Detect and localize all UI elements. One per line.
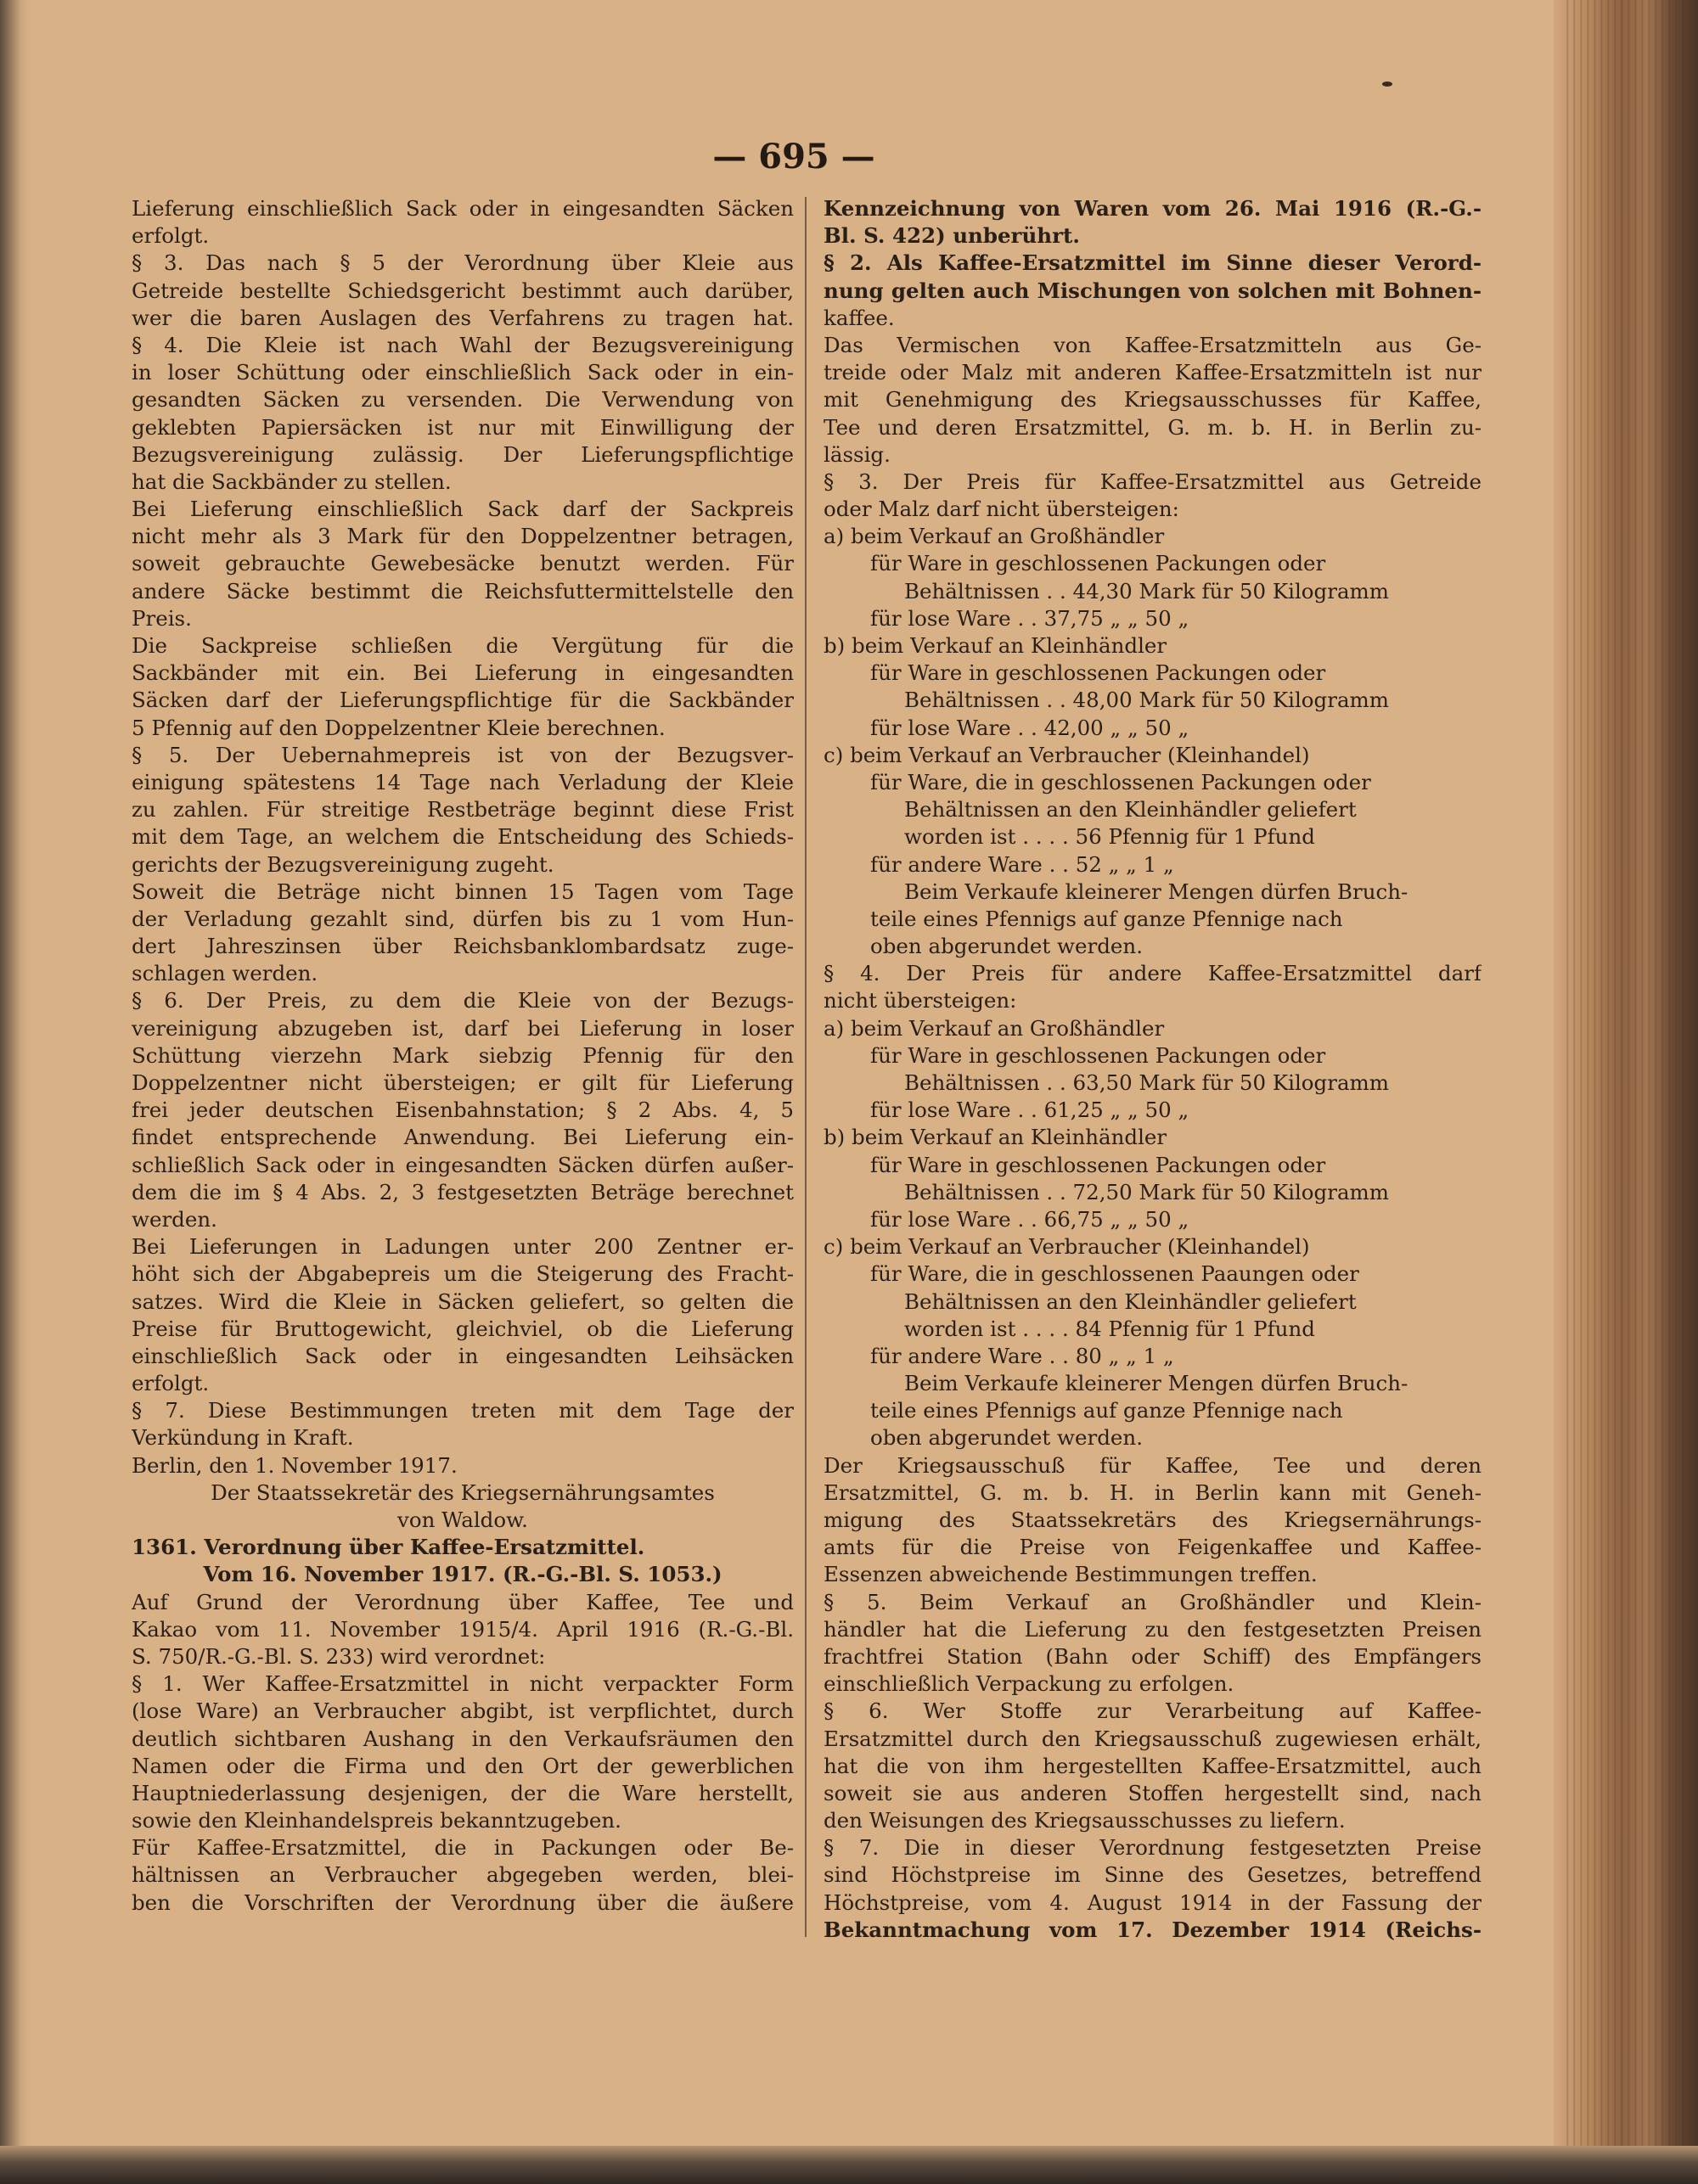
text-line: § 5. Der Uebernahmepreis ist von der Bezugsver- — [132, 742, 794, 767]
text-line: teile eines Pfennigs auf ganze Pfennige nach — [870, 906, 1343, 931]
text-line: Die Sackpreise schließen die Vergütung für die — [132, 633, 794, 658]
text-line: Säcken darf der Lieferungspflichtige für die Sackbänder — [132, 688, 794, 713]
text-line: frei jeder deutschen Eisenbahnstation; § 2 Abs. 4, 5 — [132, 1098, 794, 1123]
text-line: Behältnissen an den Kleinhändler geliefert — [904, 1289, 1357, 1314]
text-line: für Ware in geschlossenen Packungen oder — [870, 1152, 1326, 1177]
text-line: Das Vermischen von Kaffee-Ersatzmitteln aus Ge- — [824, 332, 1482, 357]
text-line: Doppelzentner nicht übersteigen; er gilt für Lieferung — [132, 1070, 794, 1095]
text-line: hat die von ihm hergestellten Kaffee-Ersatzmittel, auch — [824, 1753, 1482, 1778]
text-line: Beim Verkaufe kleinerer Mengen dürfen Bruch- — [904, 879, 1408, 904]
text-line: Preis. — [132, 605, 192, 631]
text-line: nicht übersteigen: — [824, 988, 1017, 1013]
text-line: sowie den Kleinhandelspreis bekanntzugeben. — [132, 1808, 621, 1833]
text-line: den Weisungen des Kriegsausschusses zu liefern. — [824, 1808, 1346, 1833]
text-line: Preise für Bruttogewicht, gleichviel, ob die Lieferung — [132, 1316, 794, 1341]
text-line: c) beim Verkauf an Verbraucher (Kleinhandel) — [824, 742, 1310, 767]
text-line: Namen oder die Firma und den Ort der gewerblichen — [132, 1753, 794, 1778]
text-line: für Ware in geschlossenen Packungen oder — [870, 660, 1326, 686]
page-number: — 695 — — [712, 137, 875, 177]
text-line: treide oder Malz mit anderen Kaffee-Ersatzmitteln ist nur — [824, 360, 1482, 385]
text-line: erfolgt. — [132, 223, 210, 249]
text-line: Vom 16. November 1917. (R.-G.-Bl. S. 1053.) — [203, 1562, 722, 1587]
text-line: satzes. Wird die Kleie in Säcken geliefert, so gelten die — [132, 1289, 794, 1314]
text-line: werden. — [132, 1206, 217, 1232]
text-line: mit Genehmigung des Kriegsausschusses für Kaffee, — [824, 387, 1482, 413]
text-line: in loser Schüttung oder einschließlich Sack oder in ein- — [132, 360, 794, 385]
page-bottom-edge — [0, 2146, 1698, 2184]
text-line: b) beim Verkauf an Kleinhändler — [824, 633, 1167, 658]
text-line: für lose Ware . . 61,25 „ „ 50 „ — [870, 1098, 1189, 1123]
text-line: für lose Ware . . 66,75 „ „ 50 „ — [870, 1206, 1189, 1232]
text-line: zu zahlen. Für streitige Restbeträge beginnt diese Frist — [132, 797, 794, 823]
text-line: (lose Ware) an Verbraucher abgibt, ist verpflichtet, durch — [132, 1698, 794, 1724]
text-line: Lieferung einschließlich Sack oder in eingesandten Säcken — [132, 196, 794, 221]
text-line: dem die im § 4 Abs. 2, 3 festgesetzten Beträge berechnet — [132, 1179, 794, 1204]
text-line: § 7. Die in dieser Verordnung festgesetzten Preise — [824, 1835, 1482, 1861]
text-line: Behältnissen an den Kleinhändler geliefert — [904, 797, 1357, 823]
text-line: Behältnissen . . 72,50 Mark für 50 Kilogramm — [904, 1179, 1390, 1204]
text-line: ben die Vorschriften der Verordnung über die äußere — [132, 1889, 794, 1915]
text-line: einschließlich Verpackung zu erfolgen. — [824, 1671, 1234, 1697]
text-line: hältnissen an Verbraucher abgegeben werden, blei- — [132, 1862, 794, 1888]
ink-speck — [1382, 81, 1392, 87]
text-line: Der Staatssekretär des Kriegsernährungsamtes — [211, 1479, 715, 1505]
text-line: § 6. Der Preis, zu dem die Kleie von der Bezugs- — [132, 988, 794, 1013]
text-line: oben abgerundet werden. — [870, 934, 1143, 959]
text-line: soweit sie aus anderen Stoffen hergestellt sind, nach — [824, 1780, 1482, 1805]
text-line: für andere Ware . . 80 „ „ 1 „ — [870, 1343, 1174, 1368]
text-line: einschließlich Sack oder in eingesandten Leihsäcken — [132, 1343, 794, 1368]
text-line: Kennzeichnung von Waren vom 26. Mai 1916 (R.-G.- — [824, 196, 1482, 221]
text-line: für lose Ware . . 37,75 „ „ 50 „ — [870, 605, 1189, 631]
text-line: sind Höchstpreise im Sinne des Gesetzes, betreffend — [824, 1862, 1482, 1888]
text-line: § 5. Beim Verkauf an Großhändler und Klein- — [824, 1589, 1482, 1614]
text-line: erfolgt. — [132, 1371, 210, 1396]
text-line: für Ware in geschlossenen Packungen oder — [870, 1042, 1326, 1068]
text-line: Höchstpreise, vom 4. August 1914 in der Fassung der — [824, 1889, 1482, 1915]
text-line: Bei Lieferungen in Ladungen unter 200 Zentner er- — [132, 1234, 794, 1260]
text-line: Auf Grund der Verordnung über Kaffee, Tee und — [132, 1589, 794, 1614]
text-line: Verkündung in Kraft. — [132, 1425, 354, 1451]
text-line: § 3. Das nach § 5 der Verordnung über Kleie aus — [132, 250, 794, 276]
text-line: soweit gebrauchte Gewebesäcke benutzt werden. Für — [132, 551, 794, 576]
text-line: worden ist . . . . 84 Pfennig für 1 Pfund — [904, 1316, 1315, 1341]
text-line: § 7. Diese Bestimmungen treten mit dem Tage der — [132, 1398, 794, 1423]
text-line: dert Jahreszinsen über Reichsbanklombardsatz zuge- — [132, 934, 794, 959]
text-line: Ersatzmittel, G. m. b. H. in Berlin kann mit Geneh- — [824, 1479, 1482, 1505]
text-line: 5 Pfennig auf den Doppelzentner Kleie berechnen. — [132, 715, 666, 740]
text-line: von Waldow. — [397, 1507, 528, 1532]
text-line: händler hat die Lieferung zu den festgesetzten Preisen — [824, 1616, 1482, 1642]
text-line: migung des Staatssekretärs des Kriegsernährungs- — [824, 1507, 1482, 1532]
text-line: einigung spätestens 14 Tage nach Verladung der Kleie — [132, 769, 794, 794]
text-line: hat die Sackbänder zu stellen. — [132, 469, 452, 494]
text-line: nung gelten auch Mischungen von solchen mit Bohnen- — [824, 278, 1482, 303]
text-line: schlagen werden. — [132, 961, 318, 986]
text-line: Tee und deren Ersatzmittel, G. m. b. H. in Berlin zu- — [824, 414, 1482, 440]
text-line: Hauptniederlassung desjenigen, der die Ware herstellt, — [132, 1780, 794, 1805]
text-line: Kakao vom 11. November 1915/4. April 1916 (R.-G.-Bl. — [132, 1616, 794, 1642]
text-line: oben abgerundet werden. — [870, 1425, 1143, 1451]
text-line: teile eines Pfennigs auf ganze Pfennige nach — [870, 1398, 1343, 1423]
text-line: deutlich sichtbaren Aushang in den Verkaufsräumen den — [132, 1726, 794, 1751]
text-line: Berlin, den 1. November 1917. — [132, 1452, 458, 1478]
text-line: geklebten Papiersäcken ist nur mit Einwilligung der — [132, 414, 794, 440]
text-line: Für Kaffee-Ersatzmittel, die in Packungen oder Be- — [132, 1835, 794, 1861]
text-line: Bezugsvereinigung zulässig. Der Lieferungspflichtige — [132, 441, 794, 467]
text-line: S. 750/R.-G.-Bl. S. 233) wird verordnet: — [132, 1643, 546, 1669]
text-line: § 3. Der Preis für Kaffee-Ersatzmittel aus Getreide — [824, 469, 1482, 494]
text-line: nicht mehr als 3 Mark für den Doppelzentner betragen, — [132, 524, 794, 549]
text-line: höht sich der Abgabepreis um die Steigerung des Fracht- — [132, 1261, 794, 1287]
text-line: andere Säcke bestimmt die Reichsfuttermittelstelle den — [132, 578, 794, 604]
left-text-column — [132, 195, 794, 1917]
text-line: § 4. Der Preis für andere Kaffee-Ersatzmittel darf — [824, 961, 1482, 986]
right-text-column — [824, 195, 1482, 1944]
text-line: c) beim Verkauf an Verbraucher (Kleinhandel) — [824, 1234, 1310, 1260]
text-line: mit dem Tage, an welchem die Entscheidung des Schieds- — [132, 824, 794, 850]
text-line: kaffee. — [824, 305, 895, 330]
text-line: oder Malz darf nicht übersteigen: — [824, 497, 1179, 522]
text-line: a) beim Verkauf an Großhändler — [824, 524, 1165, 549]
column-divider — [805, 197, 807, 1937]
text-line: Bei Lieferung einschließlich Sack darf der Sackpreis — [132, 497, 794, 522]
text-line: gerichts der Bezugsvereinigung zugeht. — [132, 851, 554, 877]
text-line: § 1. Wer Kaffee-Ersatzmittel in nicht verpackter Form — [132, 1671, 794, 1697]
text-line: schließlich Sack oder in eingesandten Säcken dürfen außer- — [132, 1152, 794, 1177]
text-line: wer die baren Auslagen des Verfahrens zu tragen hat. — [132, 305, 794, 330]
text-line: gesandten Säcken zu versenden. Die Verwendung von — [132, 387, 794, 413]
text-line: für Ware in geschlossenen Packungen oder — [870, 551, 1326, 576]
text-line: § 4. Die Kleie ist nach Wahl der Bezugsvereinigung — [132, 332, 794, 357]
text-line: Behältnissen . . 48,00 Mark für 50 Kilogramm — [904, 688, 1390, 713]
text-line: worden ist . . . . 56 Pfennig für 1 Pfund — [904, 824, 1315, 850]
text-line: für Ware, die in geschlossenen Packungen oder — [870, 769, 1371, 794]
text-line: findet entsprechende Anwendung. Bei Lieferung ein- — [132, 1125, 794, 1150]
text-line: Bl. S. 422) unberührt. — [824, 223, 1080, 249]
text-line: der Verladung gezahlt sind, dürfen bis zu 1 vom Hun- — [132, 906, 794, 931]
text-line: 1361. Verordnung über Kaffee-Ersatzmittel. — [132, 1535, 645, 1560]
text-line: Behältnissen . . 63,50 Mark für 50 Kilogramm — [904, 1070, 1390, 1095]
text-line: für lose Ware . . 42,00 „ „ 50 „ — [870, 715, 1189, 740]
text-line: b) beim Verkauf an Kleinhändler — [824, 1125, 1167, 1150]
text-line: Soweit die Beträge nicht binnen 15 Tagen vom Tage — [132, 879, 794, 904]
text-line: a) beim Verkauf an Großhändler — [824, 1015, 1165, 1041]
text-line: Der Kriegsausschuß für Kaffee, Tee und deren — [824, 1452, 1482, 1478]
text-line: amts für die Preise von Feigenkaffee und Kaffee- — [824, 1535, 1482, 1560]
text-line: Behältnissen . . 44,30 Mark für 50 Kilogramm — [904, 578, 1390, 604]
text-line: für andere Ware . . 52 „ „ 1 „ — [870, 851, 1174, 877]
text-line: für Ware, die in geschlossenen Paaungen oder — [870, 1261, 1359, 1287]
text-line: Schüttung vierzehn Mark siebzig Pfennig für den — [132, 1042, 794, 1068]
text-line: Essenzen abweichende Bestimmungen treffen. — [824, 1562, 1318, 1587]
text-line: frachtfrei Station (Bahn oder Schiff) des Empfängers — [824, 1643, 1482, 1669]
page-stack-lines — [1562, 0, 1690, 2184]
binding-edge-left — [0, 0, 29, 2184]
text-line: § 2. Als Kaffee-Ersatzmittel im Sinne dieser Verord- — [824, 250, 1482, 276]
text-line: Sackbänder mit ein. Bei Lieferung in eingesandten — [132, 660, 794, 686]
text-line: lässig. — [824, 441, 891, 467]
text-line: Bekanntmachung vom 17. Dezember 1914 (Reichs- — [824, 1917, 1482, 1942]
text-line: vereinigung abzugeben ist, darf bei Lieferung in loser — [132, 1015, 794, 1041]
text-line: Ersatzmittel durch den Kriegsausschuß zugewiesen erhält, — [824, 1726, 1482, 1751]
text-line: § 6. Wer Stoffe zur Verarbeitung auf Kaffee- — [824, 1698, 1482, 1724]
text-line: Beim Verkaufe kleinerer Mengen dürfen Bruch- — [904, 1371, 1408, 1396]
text-line: Getreide bestellte Schiedsgericht bestimmt auch darüber, — [132, 278, 794, 303]
